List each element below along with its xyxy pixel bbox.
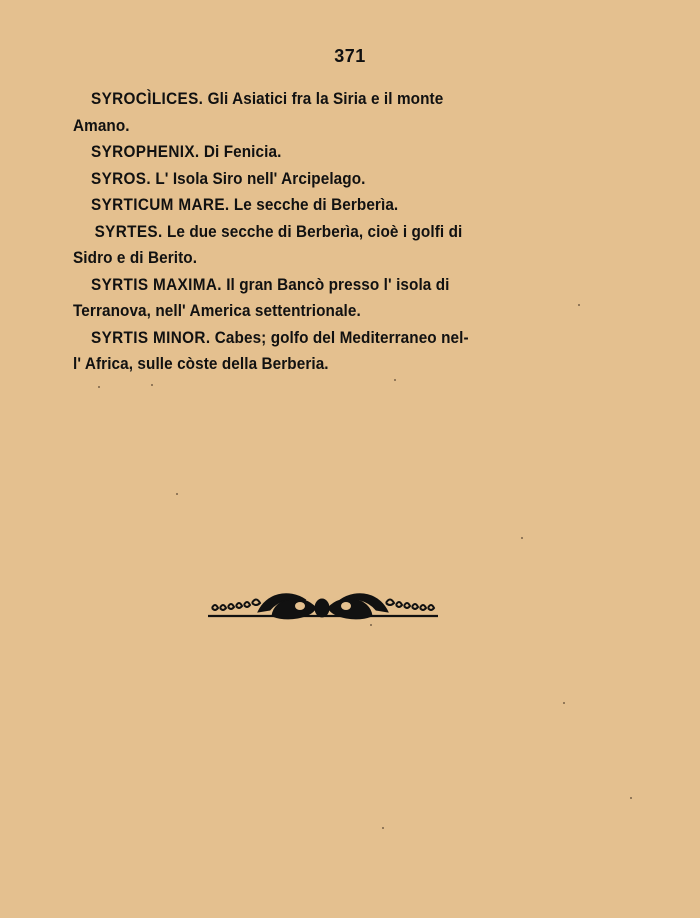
entry-syros: [73, 166, 573, 193]
entry-syrocilices: [73, 86, 573, 139]
entry-definition-continued: Terranova, nell' America settentrionale.: [73, 301, 361, 320]
print-speck: [370, 624, 372, 626]
print-speck: [578, 304, 580, 306]
page-number: 371: [334, 46, 366, 66]
entry-definition: Di Fenicia.: [203, 142, 282, 161]
print-speck: [630, 797, 632, 799]
entry-definition-continued: l' Africa, sulle còste della Berberia.: [73, 354, 329, 373]
entry-syrtis-minor: [73, 325, 573, 378]
entry-definition: Cabes; golfo del Mediterraneo nel-: [214, 327, 469, 347]
print-speck: [521, 537, 523, 539]
entry-definition: Le due secche di Berberìa, cioè i golfi di: [166, 221, 463, 241]
entry-term: SYROPHENIX.: [91, 142, 200, 161]
entry-line: [73, 86, 573, 113]
entry-term: SYRTICUM MARE.: [91, 195, 230, 214]
entry-term: SYRTIS MINOR.: [91, 327, 211, 347]
entry-term: SYROS.: [91, 168, 151, 188]
floral-tailpiece-icon: [206, 586, 440, 626]
entry-definition: L' Isola Siro nell' Arcipelago.: [155, 168, 366, 188]
entry-syrophenix: [73, 139, 573, 166]
dictionary-entries: [73, 86, 573, 378]
entry-syrtis-maxima: [73, 272, 573, 325]
print-speck: [98, 386, 100, 388]
entry-syrtes: [73, 219, 573, 272]
print-speck: [563, 702, 565, 704]
entry-line: [73, 325, 573, 352]
entry-term: SYRTES.: [94, 221, 163, 241]
print-speck: [394, 379, 396, 381]
entry-term: SYRTIS MAXIMA.: [91, 274, 222, 294]
entry-line: [73, 192, 573, 219]
entry-definition: Il gran Bancò presso l' isola di: [226, 274, 450, 294]
entry-definition-continued: Sidro e di Berito.: [73, 248, 198, 267]
entry-definition-continued: Amano.: [73, 115, 130, 135]
entry-line: [73, 139, 573, 166]
print-speck: [176, 493, 178, 495]
print-speck: [151, 384, 153, 386]
entry-definition: Gli Asiatici fra la Siria e il monte: [207, 89, 444, 108]
print-speck: [382, 827, 384, 829]
entry-syrticum-mare: [73, 192, 573, 219]
entry-term: SYROCÌLICES.: [91, 89, 204, 108]
entry-line: [73, 272, 573, 299]
entry-line: [73, 166, 573, 193]
entry-line: [73, 219, 573, 246]
entry-definition: Le secche di Berberìa.: [233, 195, 399, 214]
